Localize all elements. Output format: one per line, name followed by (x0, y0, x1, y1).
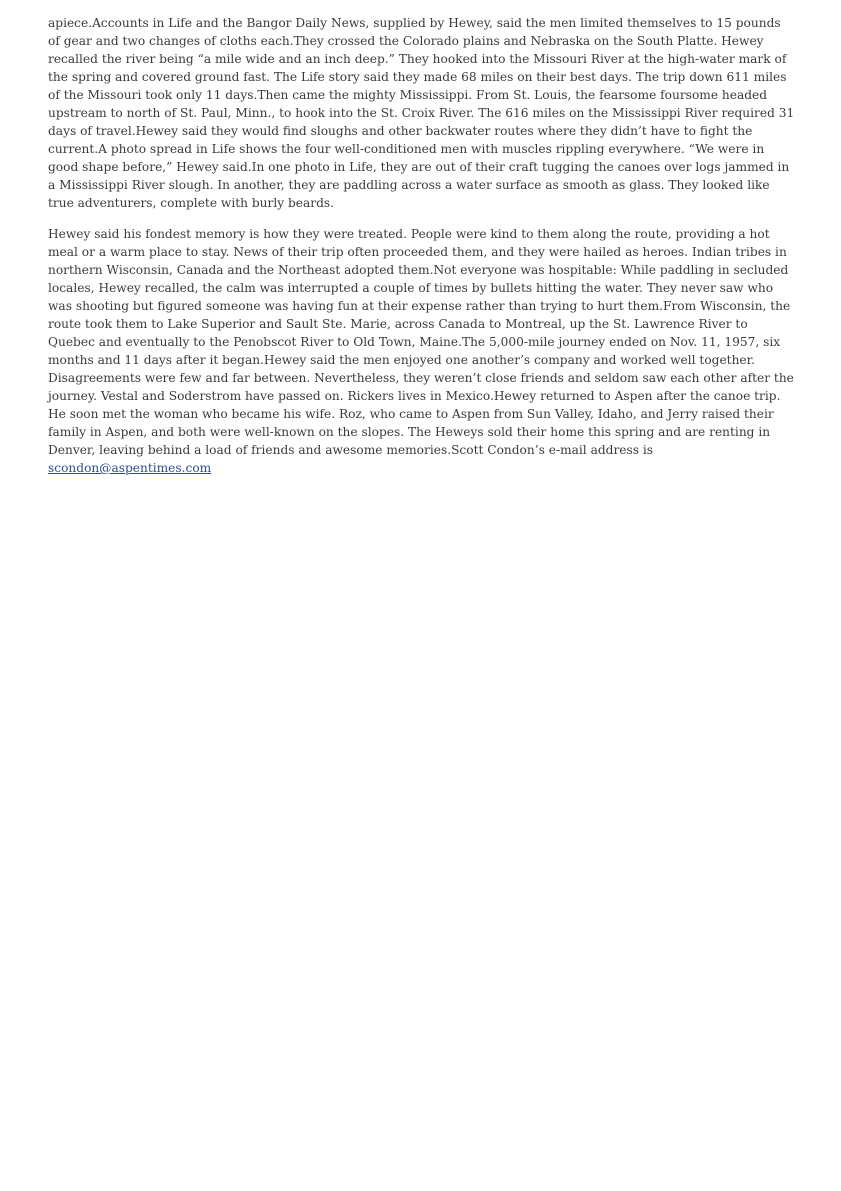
article-paragraph (48, 225, 796, 477)
paragraph-text: Hewey said his fondest memory is how they were treated. People were kind to them along the route, providing a hot meal or a warm place to stay. News of their trip often proceeded them, and they were hailed as heroes. Indian tribes in northern Wisconsin, Canada and the Northeast adopted them.Not everyone was hospitable: While paddling in secluded locales, Hewey recalled, the calm was interrupted a couple of times by bullets hitting the water. They never saw who was shooting but figured someone was having fun at their expense rather than trying to hurt them.From Wisconsin, the route took them to Lake Superior and Sault Ste. Marie, across Canada to Montreal, up the St. Lawrence River to Quebec and eventually to the Penobscot River to Old Town, Maine.The 5,000-mile journey ended on Nov. 11, 1957, six months and 11 days after it began.Hewey said the men enjoyed one another’s company and worked well together. Disagreements were few and far between. Nevertheless, they weren’t close friends and seldom saw each other after the journey. Vestal and Soderstrom have passed on. Rickers lives in Mexico.Hewey returned to Aspen after the canoe trip. He soon met the woman who became his wife. Roz, who came to Aspen from Sun Valley, Idaho, and Jerry raised their family in Aspen, and both were well-known on the slopes. The Heweys sold their home this spring and are renting in Denver, leaving behind a load of friends and awesome memories.Scott Condon’s e-mail address is (48, 227, 794, 457)
article-body (48, 14, 796, 490)
paragraph-text: apiece.Accounts in Life and the Bangor Daily News, supplied by Hewey, said the men limited themselves to 15 pounds of gear and two changes of cloths each.They crossed the Colorado plains and Nebraska on the South Platte. Hewey recalled the river being “a mile wide and an inch deep.” They hooked into the Missouri River at the high-water mark of the spring and covered ground fast. The Life story said they made 68 miles on their best days. The trip down 611 miles of the Missouri took only 11 days.Then came the mighty Mississippi. From St. Louis, the fearsome foursome headed upstream to north of St. Paul, Minn., to hook into the St. Croix River. The 616 miles on the Mississippi River required 31 days of travel.Hewey said they would find sloughs and other backwater routes where they didn’t have to fight the current.A photo spread in Life shows the four well-conditioned men with muscles rippling everywhere. “We were in good shape before,” Hewey said.In one photo in Life, they are out of their craft tugging the canoes over logs jammed in a Mississippi River slough. In another, they are paddling across a water surface as smooth as glass. They looked like true adventurers, complete with burly beards. (48, 16, 795, 210)
author-email-link[interactable]: scondon@aspentimes.com (48, 461, 212, 475)
article-paragraph (48, 14, 796, 212)
